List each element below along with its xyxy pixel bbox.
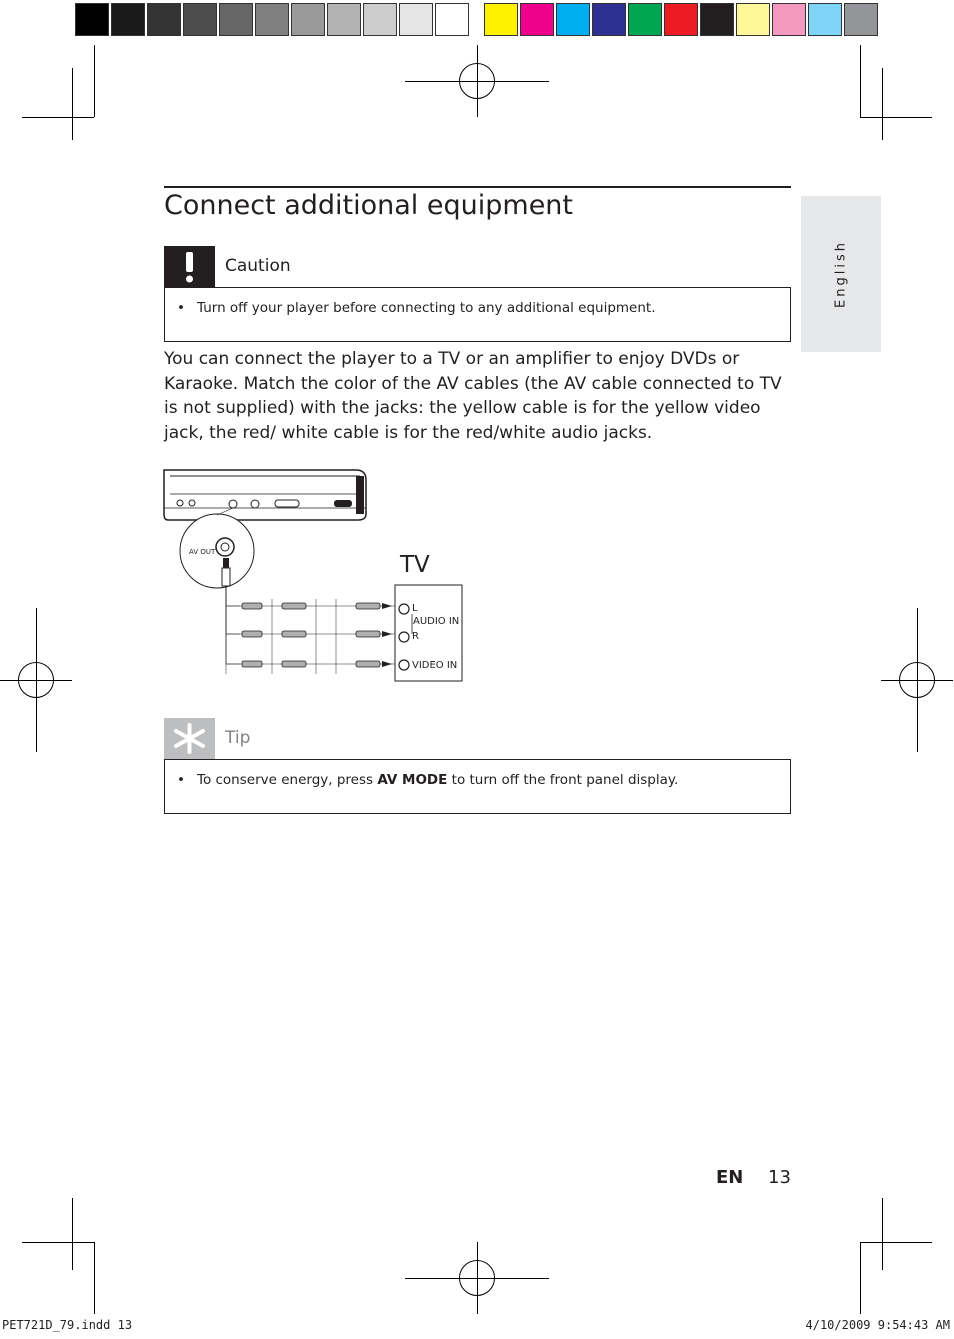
color-swatch [75, 3, 109, 36]
color-swatch [435, 3, 469, 36]
color-swatch [255, 3, 289, 36]
body-paragraph: You can connect the player to a TV or an amplifier to enjoy DVDs or Karaoke. Match the color of the AV cables (the AV cable connected to TV is not supplied) with the jacks: the yellow cable is for the yellow video jack, the red/ white cable is for the red/white audio jacks. [164, 349, 782, 443]
asterisk-icon [164, 718, 215, 759]
color-swatch [736, 3, 770, 36]
color-swatch [808, 3, 842, 36]
color-swatch [363, 3, 397, 36]
color-swatch [484, 3, 518, 36]
color-swatch [183, 3, 217, 36]
footer-file: PET721D_79.indd 13 [2, 1318, 133, 1332]
tv-jack-r-label: R [412, 631, 419, 642]
caution-header [164, 246, 791, 287]
language-tab [801, 196, 881, 352]
tip-item [197, 772, 678, 788]
tv-label: TV [400, 552, 430, 578]
color-swatch [147, 3, 181, 36]
page-title: Connect additional equipment [164, 190, 574, 221]
color-swatch [664, 3, 698, 36]
page-lang: EN [716, 1167, 744, 1188]
tip-text-after: to turn off the front panel display. [447, 772, 679, 788]
av-out-label: AV OUT [189, 548, 216, 556]
caution-item: Turn off your player before connecting to any additional equipment. [197, 300, 656, 316]
video-in-label: VIDEO IN [412, 660, 458, 671]
color-swatch [592, 3, 626, 36]
tip-bold-key: AV MODE [377, 772, 448, 788]
tip-label: Tip [225, 728, 251, 748]
color-swatch [219, 3, 253, 36]
tip-text-before: To conserve energy, press [197, 772, 378, 788]
bullet-icon: • [177, 300, 185, 316]
color-swatch [291, 3, 325, 36]
bullet-icon: • [177, 772, 185, 788]
color-swatch [111, 3, 145, 36]
page-number: 13 [768, 1167, 791, 1188]
color-swatch [327, 3, 361, 36]
audio-in-label: AUDIO IN [413, 616, 460, 627]
tip-body [164, 759, 791, 814]
color-swatch [772, 3, 806, 36]
footer-datetime: 4/10/2009 9:54:43 AM [805, 1318, 950, 1332]
exclamation-icon [164, 246, 215, 287]
color-swatch [844, 3, 878, 36]
caution-body [164, 287, 791, 342]
color-swatch [556, 3, 590, 36]
color-swatch [520, 3, 554, 36]
color-swatch [700, 3, 734, 36]
tip-header [164, 718, 791, 759]
tv-jack-l-label: L [412, 603, 418, 614]
caution-label: Caution [225, 256, 291, 276]
color-swatch [628, 3, 662, 36]
language-tab-label: English [833, 240, 849, 308]
connection-diagram [160, 464, 470, 686]
color-swatch [399, 3, 433, 36]
title-rule [164, 186, 791, 188]
dvd-player-illustration [164, 470, 366, 520]
